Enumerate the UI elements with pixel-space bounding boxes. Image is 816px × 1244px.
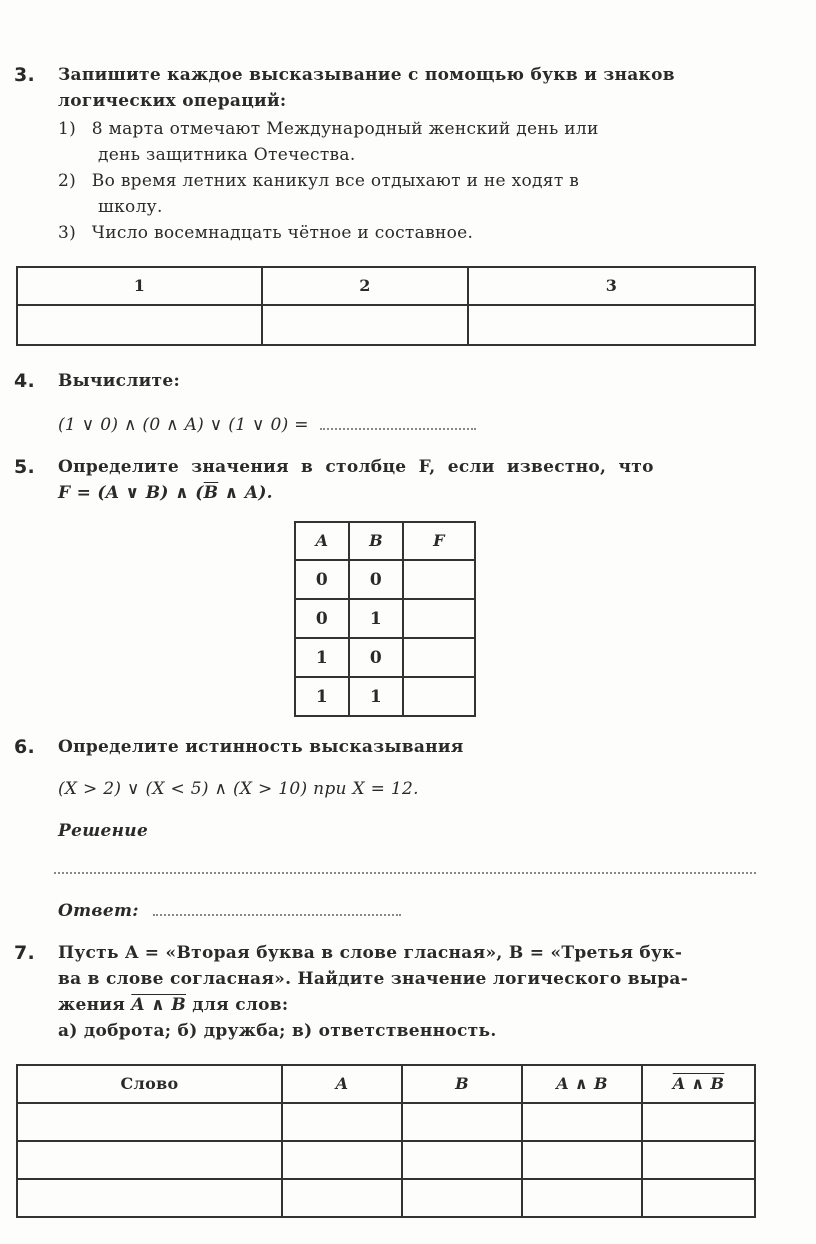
task7-cell[interactable] <box>282 1141 402 1179</box>
task3-item-2-line1: Во время летних каникул все отдыхают и не ходят в <box>91 171 580 191</box>
task7-cell[interactable] <box>402 1103 522 1141</box>
task7-cell[interactable] <box>522 1141 642 1179</box>
task4-answer-blank[interactable] <box>320 428 476 430</box>
task5-formula <box>58 480 273 506</box>
task7-cell[interactable] <box>17 1179 282 1217</box>
table-row <box>17 1179 755 1217</box>
table-row <box>295 560 475 599</box>
task4-expression-row <box>58 412 476 438</box>
task6-solution-line[interactable] <box>54 858 756 874</box>
task7-cell[interactable] <box>642 1179 755 1217</box>
task4-title: Вычислите: <box>58 371 181 391</box>
task7-text-line1: Пусть A = «Вторая буква в слове гласная», B = «Третья бук- <box>58 943 683 963</box>
task7-cell[interactable] <box>282 1103 402 1141</box>
task5-cell-b: 1 <box>349 599 403 638</box>
task3-item-2 <box>58 168 579 194</box>
task7-cell[interactable] <box>282 1179 402 1217</box>
task7-text-line3-end: для слов: <box>186 995 289 1015</box>
task4-number: 4. <box>14 370 36 392</box>
task5-text-line1: Определите значения в столбце F, если известно, что <box>58 457 654 477</box>
table-row <box>17 1103 755 1141</box>
task6-expression: (X > 2) ∨ (X < 5) ∧ (X > 10) при X = 12. <box>58 779 419 799</box>
task3-answer-table <box>16 266 756 346</box>
task6-solution-label: Решение <box>58 821 149 841</box>
task3-answer-cell-1[interactable] <box>17 305 262 345</box>
task3-col-1-header: 1 <box>17 267 262 305</box>
task7-text-line2: ва в слове согласная». Найдите значение логического выра- <box>58 969 689 989</box>
task3-answer-cell-3[interactable] <box>468 305 755 345</box>
task7-cell[interactable] <box>17 1141 282 1179</box>
task5-cell-a: 1 <box>295 677 349 716</box>
task5-cell-b: 1 <box>349 677 403 716</box>
task3-item-3-num: 3) <box>58 223 77 243</box>
task5-cell-b: 0 <box>349 638 403 677</box>
task7-header-a: A <box>282 1065 402 1103</box>
table-row <box>295 677 475 716</box>
table-row <box>295 638 475 677</box>
task7-cell[interactable] <box>17 1103 282 1141</box>
task6-answer-row <box>58 898 401 924</box>
task7-header-not-a-and-b: A ∧ B <box>642 1065 755 1103</box>
task6-answer-blank[interactable] <box>153 914 401 916</box>
task5-header-f: F <box>403 522 475 560</box>
task5-cell-f[interactable] <box>403 599 475 638</box>
task5-formula-negated-b: $\overline{B}$ <box>203 483 219 503</box>
task5-cell-b: 0 <box>349 560 403 599</box>
task5-cell-f[interactable] <box>403 560 475 599</box>
task5-formula-end: ∧ A). <box>218 483 273 503</box>
task7-cell[interactable] <box>642 1103 755 1141</box>
task7-cell[interactable] <box>402 1141 522 1179</box>
task7-header-word: Слово <box>17 1065 282 1103</box>
task7-header-b: B <box>402 1065 522 1103</box>
task6-answer-label: Ответ: <box>58 901 139 921</box>
table-row <box>17 1141 755 1179</box>
task7-answer-table <box>16 1064 756 1218</box>
task7-words: а) доброта; б) дружба; в) ответственность. <box>58 1021 497 1041</box>
task7-header-a-and-b: A ∧ B <box>522 1065 642 1103</box>
task3-col-2-header: 2 <box>262 267 468 305</box>
task6-title: Определите истинность высказывания <box>58 737 464 757</box>
task5-cell-a: 1 <box>295 638 349 677</box>
task7-cell[interactable] <box>522 1103 642 1141</box>
task5-header-a: A <box>295 522 349 560</box>
task3-item-3-line1: Число восемнадцать чётное и составное. <box>91 223 474 243</box>
task4-expression: (1 ∨ 0) ∧ (0 ∧ A) ∨ (1 ∨ 0) = <box>58 415 309 435</box>
task3-item-2-num: 2) <box>58 171 77 191</box>
task7-expression-overline: A ∧ B <box>131 995 187 1015</box>
task3-col-3-header: 3 <box>468 267 755 305</box>
task3-item-3 <box>58 220 473 246</box>
task7-text-line3-start: жения <box>58 995 132 1015</box>
task5-cell-f[interactable] <box>403 677 475 716</box>
task7-cell[interactable] <box>522 1179 642 1217</box>
task3-item-2-cont: школу. <box>98 197 163 217</box>
task3-item-1-cont: день защитника Отечества. <box>98 145 356 165</box>
task3-text-line2: логических операций: <box>58 91 287 111</box>
task5-header-b: B <box>349 522 403 560</box>
task3-text-line1: Запишите каждое высказывание с помощью букв и знаков <box>58 65 675 85</box>
task5-truth-table <box>294 521 476 717</box>
task7-cell[interactable] <box>642 1141 755 1179</box>
task3-item-1 <box>58 116 599 142</box>
task6-number: 6. <box>14 736 36 758</box>
task3-answer-cell-2[interactable] <box>262 305 468 345</box>
task5-cell-f[interactable] <box>403 638 475 677</box>
task5-formula-start: F = (A ∨ B) ∧ ( <box>58 483 204 503</box>
task7-number: 7. <box>14 942 36 964</box>
task5-number: 5. <box>14 456 36 478</box>
task7-text-line3 <box>58 992 289 1018</box>
task7-cell[interactable] <box>402 1179 522 1217</box>
table-row <box>295 599 475 638</box>
task3-item-1-line1: 8 марта отмечают Международный женский день или <box>91 119 599 139</box>
task5-cell-a: 0 <box>295 560 349 599</box>
task3-item-1-num: 1) <box>58 119 77 139</box>
task3-number: 3. <box>14 64 36 86</box>
task5-cell-a: 0 <box>295 599 349 638</box>
